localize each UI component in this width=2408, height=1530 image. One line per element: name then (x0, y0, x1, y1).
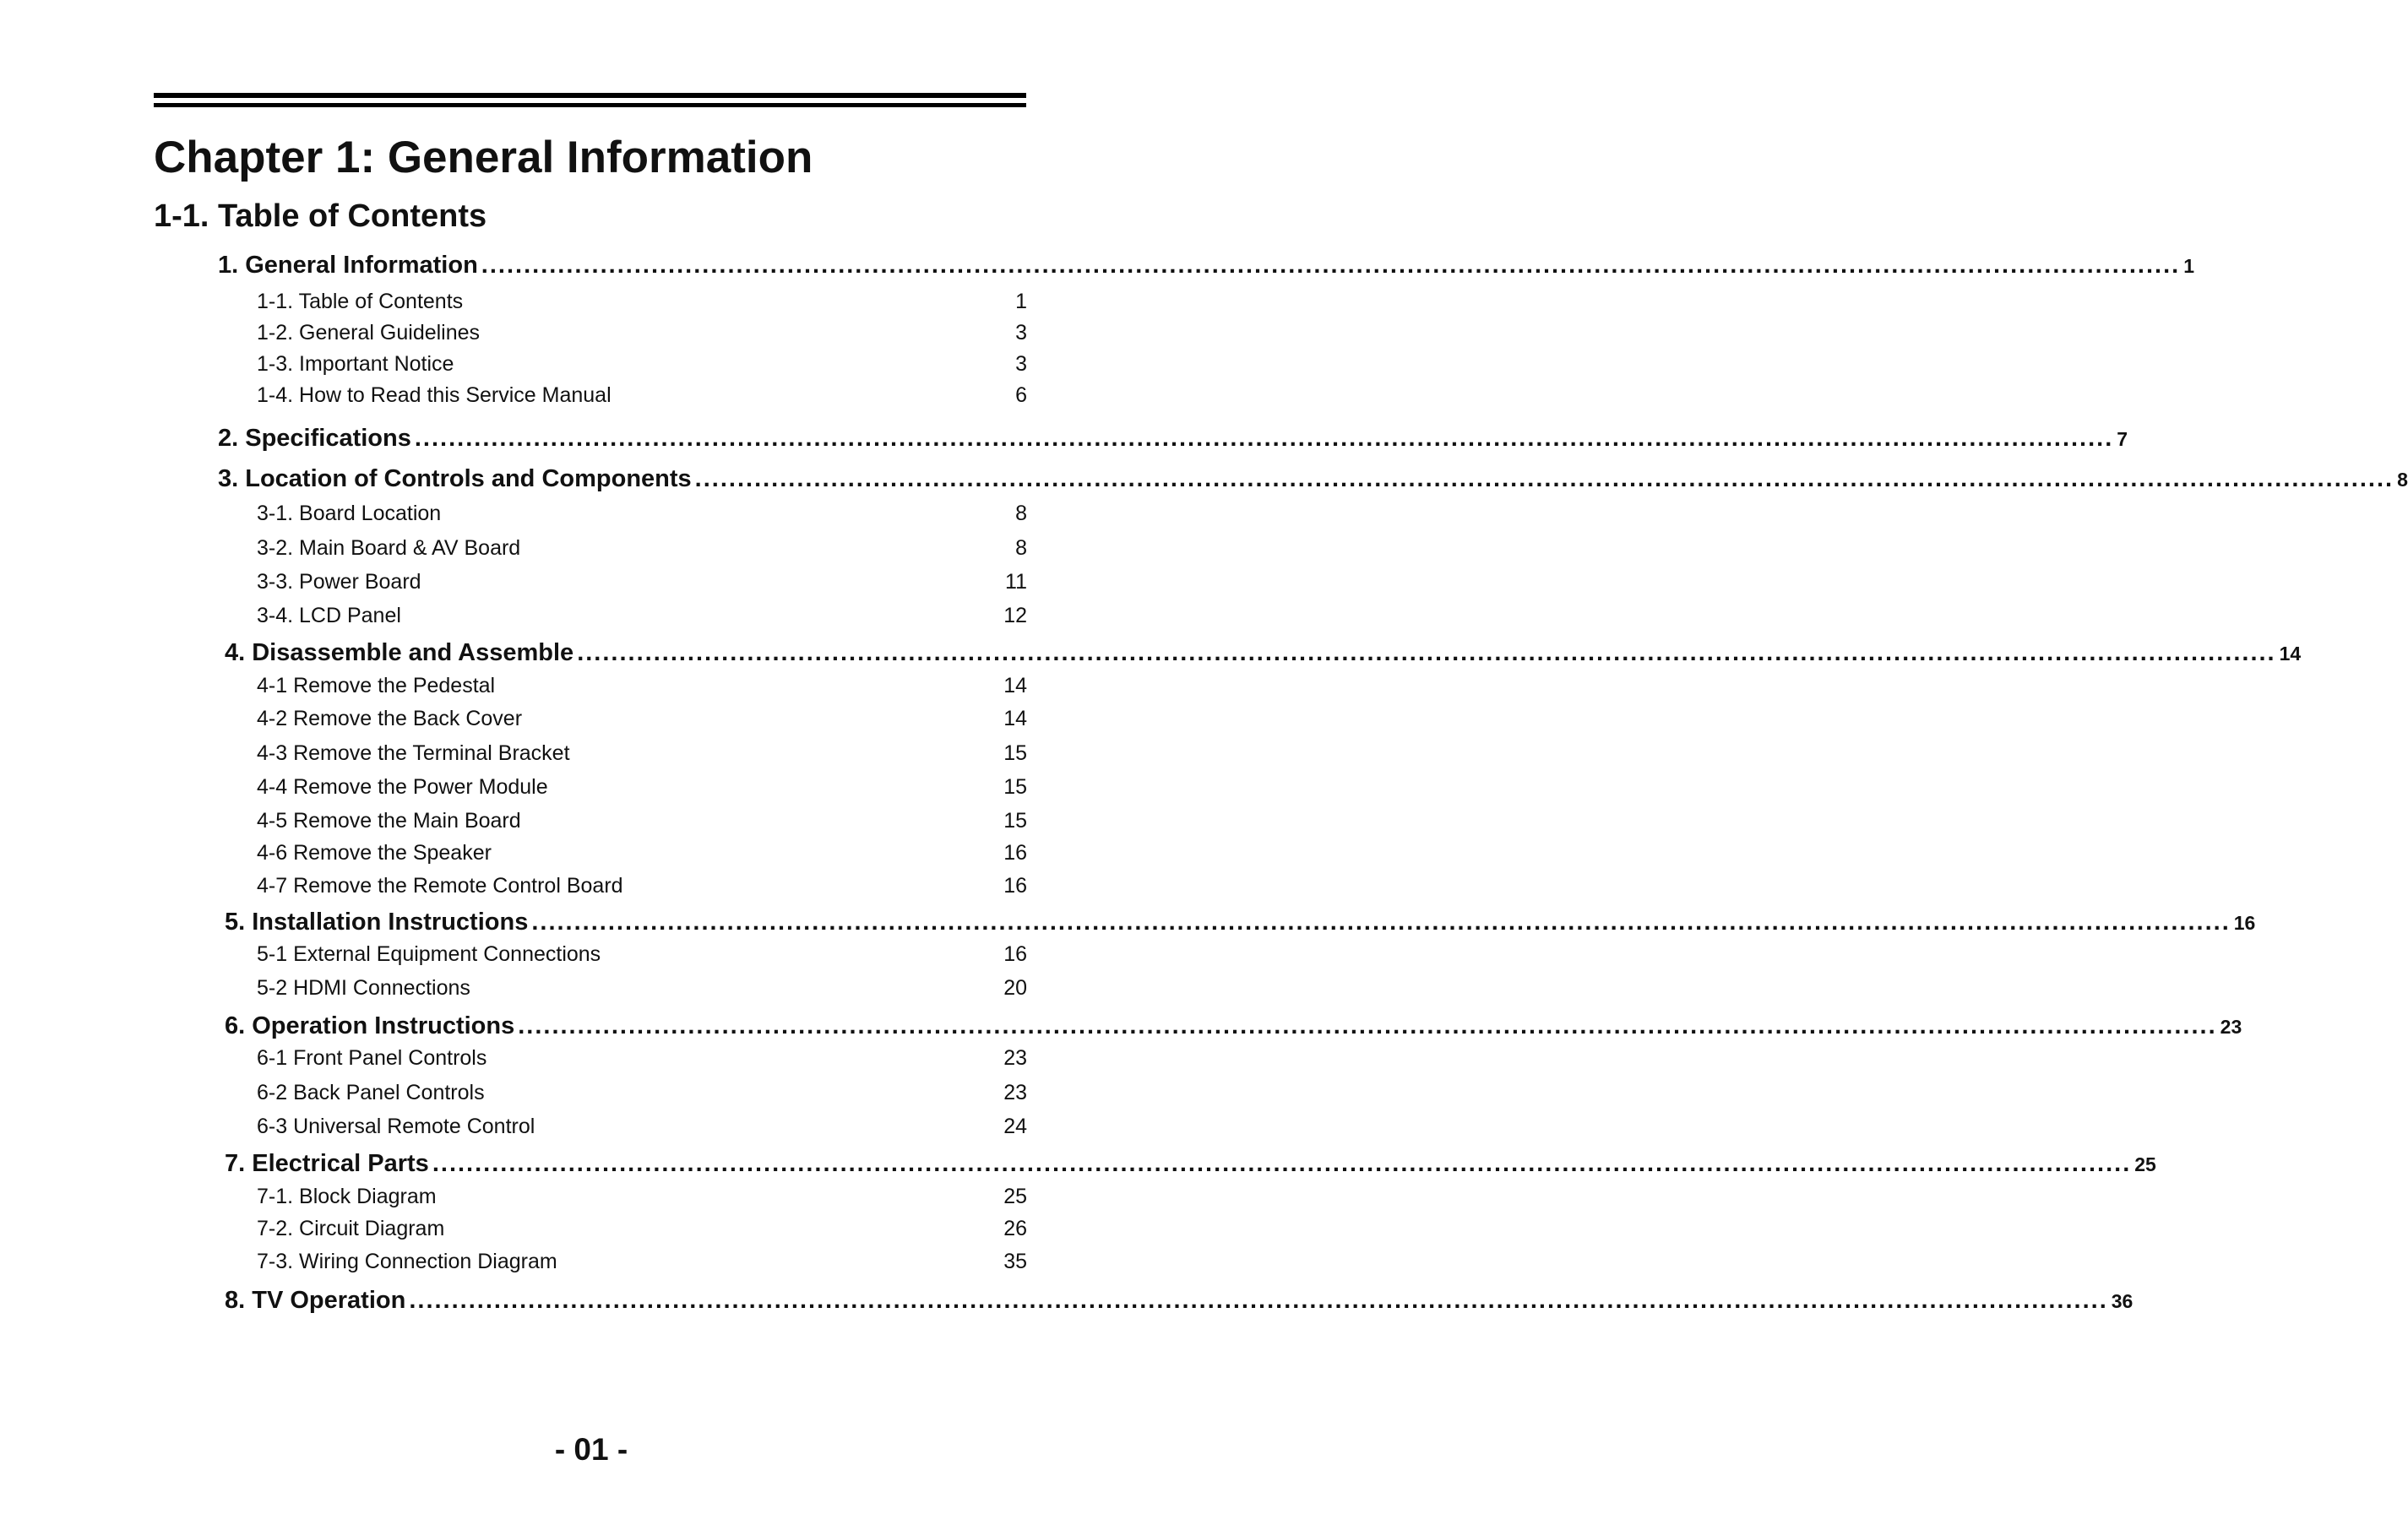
toc-chapter-entry (225, 1148, 2156, 1180)
toc-subsection-entry (257, 871, 1027, 900)
toc-dot-leader: ........................................................................................................................................................................................................ (409, 1287, 2108, 1314)
toc-page-number: 14 (1003, 674, 1027, 697)
toc-page-number: 6 (1015, 383, 1027, 407)
toc-subsection-entry (257, 671, 1027, 700)
toc-entry-title: 3-4. LCD Panel (257, 604, 401, 627)
toc-page-number: 25 (2134, 1153, 2156, 1175)
toc-subsection-entry (257, 1214, 1027, 1243)
toc-subsection-entry (257, 940, 1027, 968)
toc-page-number: 23 (2220, 1016, 2242, 1038)
toc-page-number: 16 (2233, 912, 2256, 934)
toc-page-number: 7 (2117, 428, 2128, 450)
toc-page-number: 35 (1003, 1250, 1027, 1273)
toc-entry-title: 4. Disassemble and Assemble (225, 639, 574, 666)
toc-entry-title: 1-4. How to Read this Service Manual (257, 383, 612, 407)
toc-subsection-entry (257, 974, 1027, 1002)
toc-entry-title: 3-2. Main Board & AV Board (257, 536, 521, 560)
toc-page-number: 23 (1003, 1081, 1027, 1104)
toc-page-number: 11 (1005, 570, 1027, 594)
toc-subsection-entry (257, 739, 1027, 768)
toc-subsection-entry (257, 318, 1027, 347)
page-number: - 01 - (554, 1432, 628, 1467)
toc-subsection-entry (257, 806, 1027, 835)
toc-entry-title: 4-3 Remove the Terminal Bracket (257, 741, 570, 765)
toc-subsection-entry (257, 773, 1027, 801)
toc-entry-title: 4-7 Remove the Remote Control Board (257, 874, 623, 898)
toc-page-number: 3 (1015, 321, 1027, 345)
toc-dot-leader: ........................................................................................................................................................................................................ (577, 639, 2276, 666)
toc-entry-title: 3. Location of Controls and Components (218, 465, 692, 492)
chapter-title: Chapter 1: General Information (154, 133, 813, 182)
toc-page-number: 16 (1003, 942, 1027, 966)
toc-page-number: 12 (1003, 604, 1027, 627)
section-title: 1-1. Table of Contents (154, 198, 487, 234)
toc-entry-title: 4-5 Remove the Main Board (257, 809, 521, 833)
toc-page-number: 36 (2111, 1290, 2133, 1312)
toc-entry-title: 2. Specifications (218, 425, 411, 452)
toc-entry-title: 6-2 Back Panel Controls (257, 1081, 485, 1104)
toc-entry-title: 4-1 Remove the Pedestal (257, 674, 496, 697)
toc-page-number: 8 (1015, 536, 1027, 560)
toc-page-number: 8 (1015, 502, 1027, 525)
toc-subsection-entry (257, 1182, 1027, 1211)
toc-page-number: 8 (2397, 469, 2408, 491)
toc-entry-title: 7-1. Block Diagram (257, 1185, 437, 1208)
toc-entry-title: 6-1 Front Panel Controls (257, 1046, 487, 1070)
toc-dot-leader: ........................................................................................................................................................................................................ (518, 1012, 2217, 1039)
toc-entry-title: 8. TV Operation (225, 1287, 406, 1314)
toc-entry-title: 4-6 Remove the Speaker (257, 841, 492, 865)
toc-chapter-entry (218, 422, 2128, 455)
toc-page-number: 23 (1003, 1046, 1027, 1070)
toc-page-number: 14 (2279, 643, 2302, 665)
toc-page-number: 15 (1003, 741, 1027, 765)
toc-page-number: 25 (1003, 1185, 1027, 1208)
toc-chapter-entry (225, 906, 2256, 939)
toc-dot-leader: ........................................................................................................................................................................................................ (694, 465, 2394, 492)
toc-entry-title: 3-3. Power Board (257, 570, 421, 594)
toc-entry-title: 7. Electrical Parts (225, 1150, 429, 1177)
toc-chapter-entry (218, 249, 2195, 282)
toc-page-number: 15 (1003, 809, 1027, 833)
toc-dot-leader: ........................................................................................................................................................................................................ (414, 425, 2114, 452)
toc-page-number: 26 (1003, 1217, 1027, 1240)
toc-subsection-entry (257, 704, 1027, 733)
toc-subsection-entry (257, 601, 1027, 630)
toc-subsection-entry (257, 381, 1027, 410)
toc-page-number: 1 (1015, 290, 1027, 313)
toc-entry-title: 7-3. Wiring Connection Diagram (257, 1250, 557, 1273)
toc-entry-title: 5. Installation Instructions (225, 909, 529, 936)
toc-entry-title: 6. Operation Instructions (225, 1012, 515, 1039)
toc-page-number: 24 (1003, 1115, 1027, 1138)
toc-subsection-entry (257, 1044, 1027, 1072)
toc-subsection-entry (257, 1078, 1027, 1107)
toc-dot-leader: ........................................................................................................................................................................................................ (481, 252, 2181, 279)
toc-entry-title: 5-1 External Equipment Connections (257, 942, 601, 966)
toc-subsection-entry (257, 534, 1027, 562)
toc-entry-title: 1-3. Important Notice (257, 352, 454, 376)
toc-page-number: 15 (1003, 775, 1027, 799)
toc-entry-title: 7-2. Circuit Diagram (257, 1217, 445, 1240)
toc-subsection-entry (257, 287, 1027, 316)
toc-page-number: 20 (1003, 976, 1027, 1000)
toc-subsection-entry (257, 350, 1027, 378)
toc-entry-title: 4-2 Remove the Back Cover (257, 707, 523, 730)
toc-subsection-entry (257, 567, 1027, 596)
toc-page-number: 14 (1003, 707, 1027, 730)
toc-entry-title: 5-2 HDMI Connections (257, 976, 470, 1000)
toc-subsection-entry (257, 1247, 1027, 1276)
toc-entry-title: 1-1. Table of Contents (257, 290, 464, 313)
toc-page-number: 3 (1015, 352, 1027, 376)
toc-subsection-entry (257, 838, 1027, 867)
toc-subsection-entry (257, 1112, 1027, 1141)
toc-entry-title: 3-1. Board Location (257, 502, 442, 525)
toc-entry-title: 1. General Information (218, 252, 478, 279)
toc-dot-leader: ........................................................................................................................................................................................................ (531, 909, 2231, 936)
toc-chapter-entry (225, 637, 2302, 670)
toc-chapter-entry (218, 463, 2408, 496)
toc-page-number: 1 (2183, 255, 2195, 277)
toc-entry-title: 1-2. General Guidelines (257, 321, 481, 345)
toc-chapter-entry (225, 1010, 2242, 1043)
toc-dot-leader: ........................................................................................................................................................................................................ (432, 1150, 2132, 1177)
toc-chapter-entry (225, 1284, 2133, 1317)
toc-page-number: 16 (1003, 874, 1027, 898)
toc-page-number: 16 (1003, 841, 1027, 865)
toc-entry-title: 6-3 Universal Remote Control (257, 1115, 535, 1138)
toc-subsection-entry (257, 499, 1027, 528)
toc-entry-title: 4-4 Remove the Power Module (257, 775, 548, 799)
